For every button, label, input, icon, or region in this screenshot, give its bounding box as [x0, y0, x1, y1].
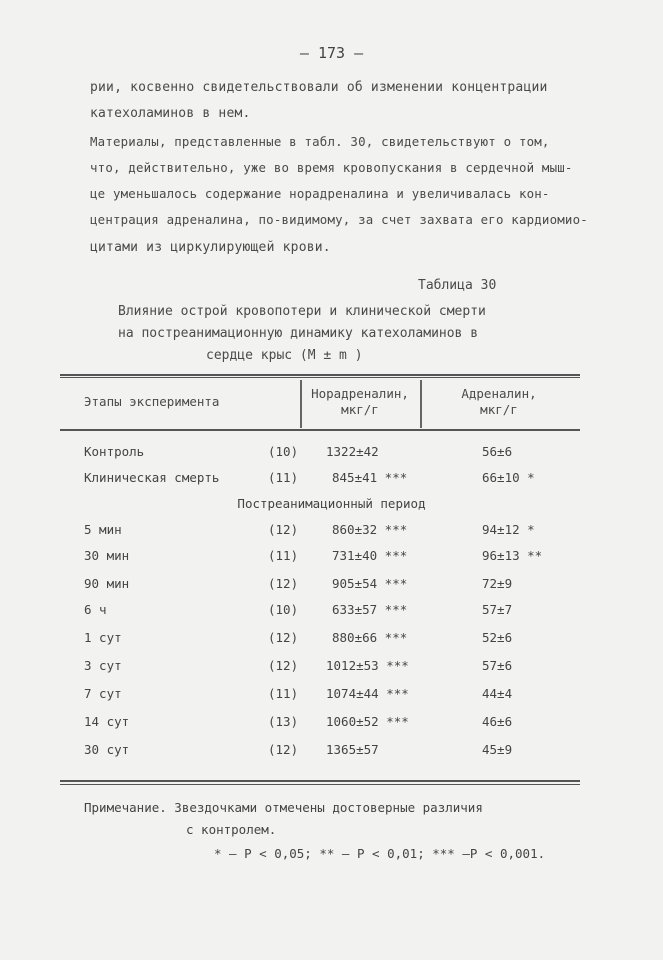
paragraph-line: центрация адреналина, по-видимому, за счет захвата его кардиомио- — [90, 212, 588, 227]
cell-stage: 14 сут — [84, 714, 130, 729]
cell-n: (12) — [268, 630, 299, 645]
cell-noradrenaline: 905±54 *** — [332, 576, 408, 591]
column-divider — [420, 380, 422, 428]
paragraph-line: рии, косвенно свидетельствовали об изменении концентрации — [90, 80, 548, 95]
table-title-line: на постреанимационную динамику катехоламинов в — [118, 326, 479, 341]
table-title-line: Влияние острой кровопотери и клинической смерти — [118, 304, 486, 319]
header-noradrenaline-name: Норадреналин, — [311, 386, 409, 401]
cell-adrenaline: 57±6 — [482, 658, 513, 673]
cell-noradrenaline: 731±40 *** — [332, 548, 408, 563]
cell-stage: 3 сут — [84, 658, 122, 673]
cell-noradrenaline: 633±57 *** — [332, 602, 408, 617]
cell-noradrenaline: 1322±42 — [326, 444, 379, 459]
header-noradrenaline-unit: мкг/г — [341, 402, 379, 417]
paragraph-line: что, действительно, уже во время кровопускания в сердечной мыш- — [90, 160, 573, 175]
table-title-line: сердце крыс (M ± m ) — [206, 348, 363, 363]
cell-stage: Контроль — [84, 444, 145, 459]
cell-n: (11) — [268, 470, 299, 485]
cell-n: (12) — [268, 576, 299, 591]
table-row — [0, 522, 663, 544]
cell-adrenaline: 46±6 — [482, 714, 513, 729]
cell-n: (12) — [268, 742, 299, 757]
cell-noradrenaline: 860±32 *** — [332, 522, 408, 537]
table-row — [0, 602, 663, 624]
header-noradrenaline — [302, 386, 418, 418]
cell-adrenaline: 45±9 — [482, 742, 513, 757]
note-line: * – P < 0,05; ** – P < 0,01; *** –P < 0,001. — [214, 846, 546, 861]
cell-stage: 1 сут — [84, 630, 122, 645]
paragraph-line: Материалы, представленные в табл. 30, свидетельствуют о том, — [90, 134, 550, 149]
header-rule — [60, 429, 580, 431]
header-stage: Этапы эксперимента — [84, 394, 220, 409]
cell-adrenaline: 44±4 — [482, 686, 513, 701]
cell-noradrenaline: 1074±44 *** — [326, 686, 409, 701]
cell-adrenaline: 96±13 ** — [482, 548, 543, 563]
cell-noradrenaline: 1012±53 *** — [326, 658, 409, 673]
cell-adrenaline: 72±9 — [482, 576, 513, 591]
cell-stage: 7 сут — [84, 686, 122, 701]
note-line: с контролем. — [186, 822, 277, 837]
table-subheading: Постреанимационный период — [237, 496, 426, 511]
table-bottom-rule-thin — [60, 784, 580, 785]
cell-noradrenaline: 1365±57 — [326, 742, 379, 757]
note-line: Примечание. Звездочками отмечены достоверные различия — [84, 800, 483, 815]
cell-noradrenaline: 880±66 *** — [332, 630, 408, 645]
table-row — [0, 444, 663, 466]
table-top-rule — [60, 374, 580, 376]
cell-stage: Клиническая смерть — [84, 470, 220, 485]
table-row — [0, 686, 663, 708]
table-bottom-rule — [60, 780, 580, 782]
table-row — [0, 630, 663, 652]
cell-noradrenaline: 845±41 *** — [332, 470, 408, 485]
cell-stage: 6 ч — [84, 602, 107, 617]
cell-n: (11) — [268, 548, 299, 563]
header-adrenaline-name: Адреналин, — [461, 386, 537, 401]
cell-n: (10) — [268, 602, 299, 617]
table-row — [0, 658, 663, 680]
cell-adrenaline: 52±6 — [482, 630, 513, 645]
table-row — [0, 576, 663, 598]
cell-stage: 30 сут — [84, 742, 130, 757]
cell-stage: 30 мин — [84, 548, 130, 563]
paragraph-line: це уменьшалось содержание норадреналина и увеличивалась кон- — [90, 186, 550, 201]
cell-n: (10) — [268, 444, 299, 459]
cell-n: (13) — [268, 714, 299, 729]
cell-adrenaline: 57±7 — [482, 602, 513, 617]
header-adrenaline-unit: мкг/г — [480, 402, 518, 417]
table-caption: Таблица 30 — [418, 278, 497, 293]
page-number: – 173 – — [299, 44, 364, 62]
table-top-rule-thin — [60, 377, 580, 378]
cell-adrenaline: 56±6 — [482, 444, 513, 459]
paragraph-line: цитами из циркулирующей крови. — [90, 240, 331, 255]
cell-adrenaline: 94±12 * — [482, 522, 535, 537]
cell-stage: 90 мин — [84, 576, 130, 591]
table-row — [0, 548, 663, 570]
cell-n: (11) — [268, 686, 299, 701]
table-row — [0, 742, 663, 764]
cell-stage: 5 мин — [84, 522, 122, 537]
table-row — [0, 714, 663, 736]
header-adrenaline — [424, 386, 574, 418]
cell-n: (12) — [268, 522, 299, 537]
cell-n: (12) — [268, 658, 299, 673]
cell-adrenaline: 66±10 * — [482, 470, 535, 485]
paragraph-line: катехоламинов в нем. — [90, 106, 251, 121]
cell-noradrenaline: 1060±52 *** — [326, 714, 409, 729]
table-row — [0, 470, 663, 492]
